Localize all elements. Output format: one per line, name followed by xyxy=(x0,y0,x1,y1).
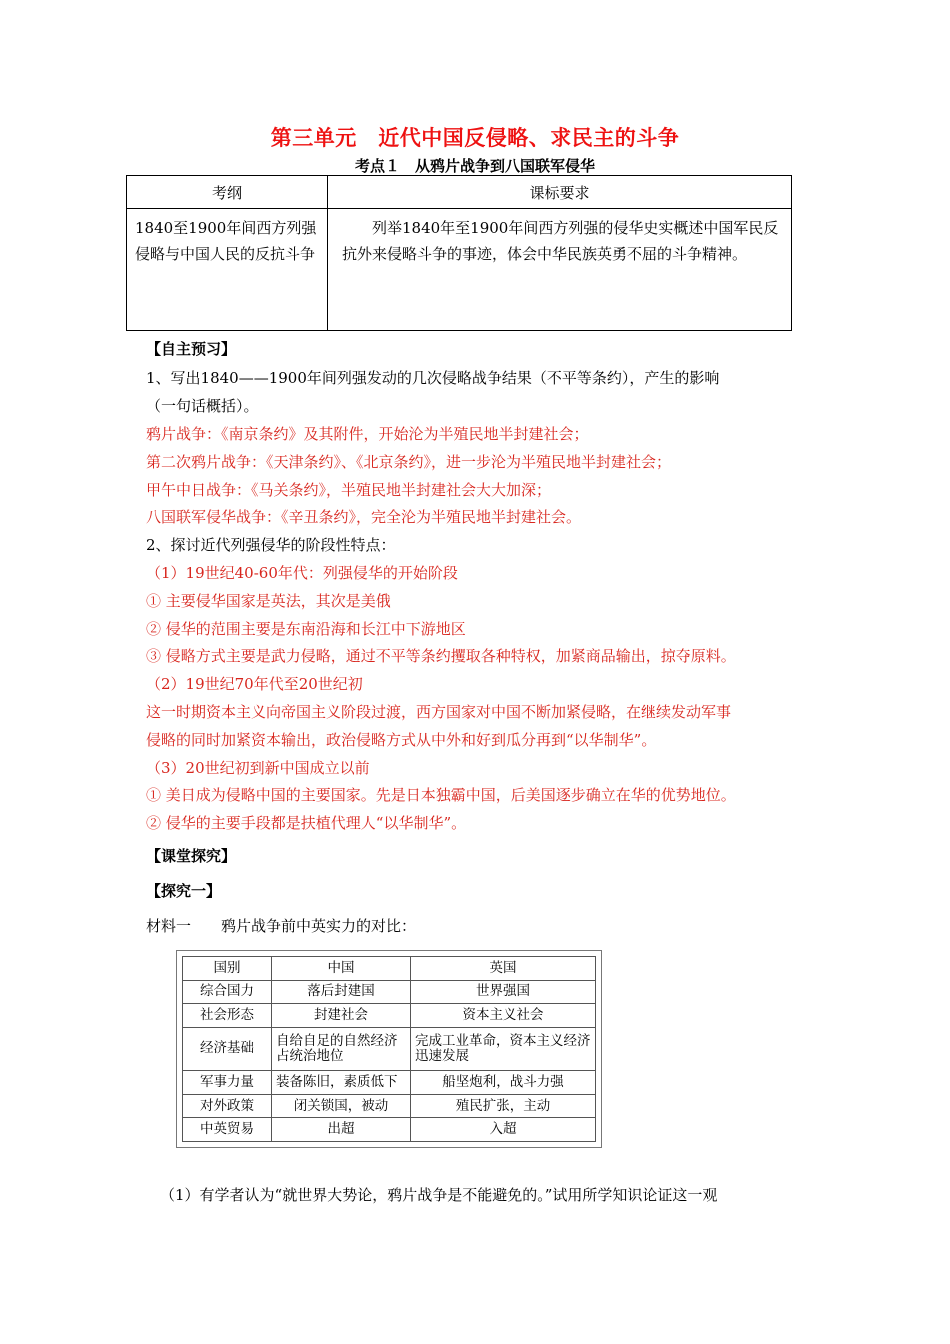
comparison-cell: 出超 xyxy=(272,1118,411,1142)
stage-2-title: （2）19世纪70年代至20世纪初 xyxy=(146,675,363,693)
stage-1-title: （1）19世纪40-60年代：列强侵华的开始阶段 xyxy=(146,564,458,582)
class-inquiry-heading: 【课堂探究】 xyxy=(146,847,237,865)
header-standard: 课标要求 xyxy=(328,176,792,209)
comparison-row xyxy=(183,1094,596,1118)
comparison-cell: 闭关锁国，被动 xyxy=(272,1094,411,1118)
comparison-header-cell: 中国 xyxy=(272,957,411,981)
comparison-cell: 落后封建国 xyxy=(272,980,411,1004)
comparison-cell: 对外政策 xyxy=(183,1094,272,1118)
topic-subtitle: 考点１ 从鸦片战争到八国联军侵华 xyxy=(354,157,595,175)
standard-text: 列举1840年至1900年间西方列强的侵华史实概述中国军民反抗外来侵略斗争的事迹，体会中华民族英勇不屈的斗争精神。 xyxy=(342,219,779,263)
comparison-cell: 自给自足的自然经济占统治地位 xyxy=(272,1027,411,1070)
comparison-table-frame xyxy=(176,950,602,1148)
comparison-cell: 完成工业革命，资本主义经济迅速发展 xyxy=(411,1027,596,1070)
comparison-row xyxy=(183,1118,596,1142)
preview-heading: 【自主预习】 xyxy=(146,340,237,358)
standard-cell xyxy=(328,209,792,331)
material-one-label: 材料一 鸦片战争前中英实力的对比： xyxy=(146,917,417,935)
stage-3-point-2: ② 侵华的主要手段都是扶植代理人“以华制华”。 xyxy=(146,814,467,832)
question-1-line2: （一句话概括）。 xyxy=(146,397,259,415)
comparison-cell: 装备陈旧，素质低下 xyxy=(272,1071,411,1095)
outline-text: 1840至1900年间西方列强侵略与中国人民的反抗斗争 xyxy=(135,219,317,263)
comparison-cell: 殖民扩张，主动 xyxy=(411,1094,596,1118)
stage-1-point-1: ① 主要侵华国家是英法，其次是美俄 xyxy=(146,592,391,610)
stage-3-title: （3）20世纪初到新中国成立以前 xyxy=(146,759,370,777)
outline-cell xyxy=(127,209,328,331)
unit-title: 第三单元 近代中国反侵略、求民主的斗争 xyxy=(270,126,680,150)
answer-sino-japanese-war: 甲午中日战争：《马关条约》，半殖民地半封建社会大大加深； xyxy=(146,481,552,499)
question-1-line1: 1、写出1840——1900年间列强发动的几次侵略战争结果（不平等条约），产生的影响 xyxy=(146,369,720,387)
comparison-cell: 综合国力 xyxy=(183,980,272,1004)
comparison-header-cell: 国别 xyxy=(183,957,272,981)
comparison-row xyxy=(183,1004,596,1028)
comparison-cell: 经济基础 xyxy=(183,1027,272,1070)
requirements-header-row xyxy=(127,176,792,209)
stage-3-point-1: ① 美日成为侵略中国的主要国家。先是日本独霸中国，后美国逐步确立在华的优势地位。 xyxy=(146,786,736,804)
comparison-cell: 世界强国 xyxy=(411,980,596,1004)
stage-1-point-3: ③ 侵略方式主要是武力侵略，通过不平等条约攫取各种特权，加紧商品输出，掠夺原料。 xyxy=(146,647,736,665)
stage-2-line-2: 侵略的同时加紧资本输出，政治侵略方式从中外和好到瓜分再到“以华制华”。 xyxy=(146,731,657,749)
comparison-row xyxy=(183,1027,596,1070)
comparison-cell: 军事力量 xyxy=(183,1071,272,1095)
comparison-cell: 社会形态 xyxy=(183,1004,272,1028)
answer-second-opium-war: 第二次鸦片战争：《天津条约》、《北京条约》，进一步沦为半殖民地半封建社会； xyxy=(146,453,672,471)
inquiry-one-heading: 【探究一】 xyxy=(146,882,222,900)
question-2: 2、探讨近代列强侵华的阶段性特点： xyxy=(146,536,396,554)
comparison-cell: 封建社会 xyxy=(272,1004,411,1028)
comparison-header-row xyxy=(183,957,596,981)
inquiry-question-1: （1）有学者认为“就世界大势论，鸦片战争是不能避免的。”试用所学知识论证这一观 xyxy=(160,1186,718,1204)
comparison-cell: 资本主义社会 xyxy=(411,1004,596,1028)
comparison-row xyxy=(183,980,596,1004)
answer-opium-war: 鸦片战争：《南京条约》及其附件，开始沦为半殖民地半封建社会； xyxy=(146,425,589,443)
stage-2-line-1: 这一时期资本主义向帝国主义阶段过渡，西方国家对中国不断加紧侵略，在继续发动军事 xyxy=(146,703,732,721)
stage-1-point-2: ② 侵华的范围主要是东南沿海和长江中下游地区 xyxy=(146,620,466,638)
comparison-table xyxy=(182,956,596,1142)
requirements-table xyxy=(126,175,792,331)
header-outline: 考纲 xyxy=(127,176,328,209)
requirements-body-row xyxy=(127,209,792,331)
comparison-cell: 船坚炮利，战斗力强 xyxy=(411,1071,596,1095)
comparison-header-cell: 英国 xyxy=(411,957,596,981)
answer-eight-nation-alliance: 八国联军侵华战争：《辛丑条约》，完全沦为半殖民地半封建社会。 xyxy=(146,508,582,526)
comparison-row xyxy=(183,1071,596,1095)
comparison-cell: 入超 xyxy=(411,1118,596,1142)
comparison-cell: 中英贸易 xyxy=(183,1118,272,1142)
